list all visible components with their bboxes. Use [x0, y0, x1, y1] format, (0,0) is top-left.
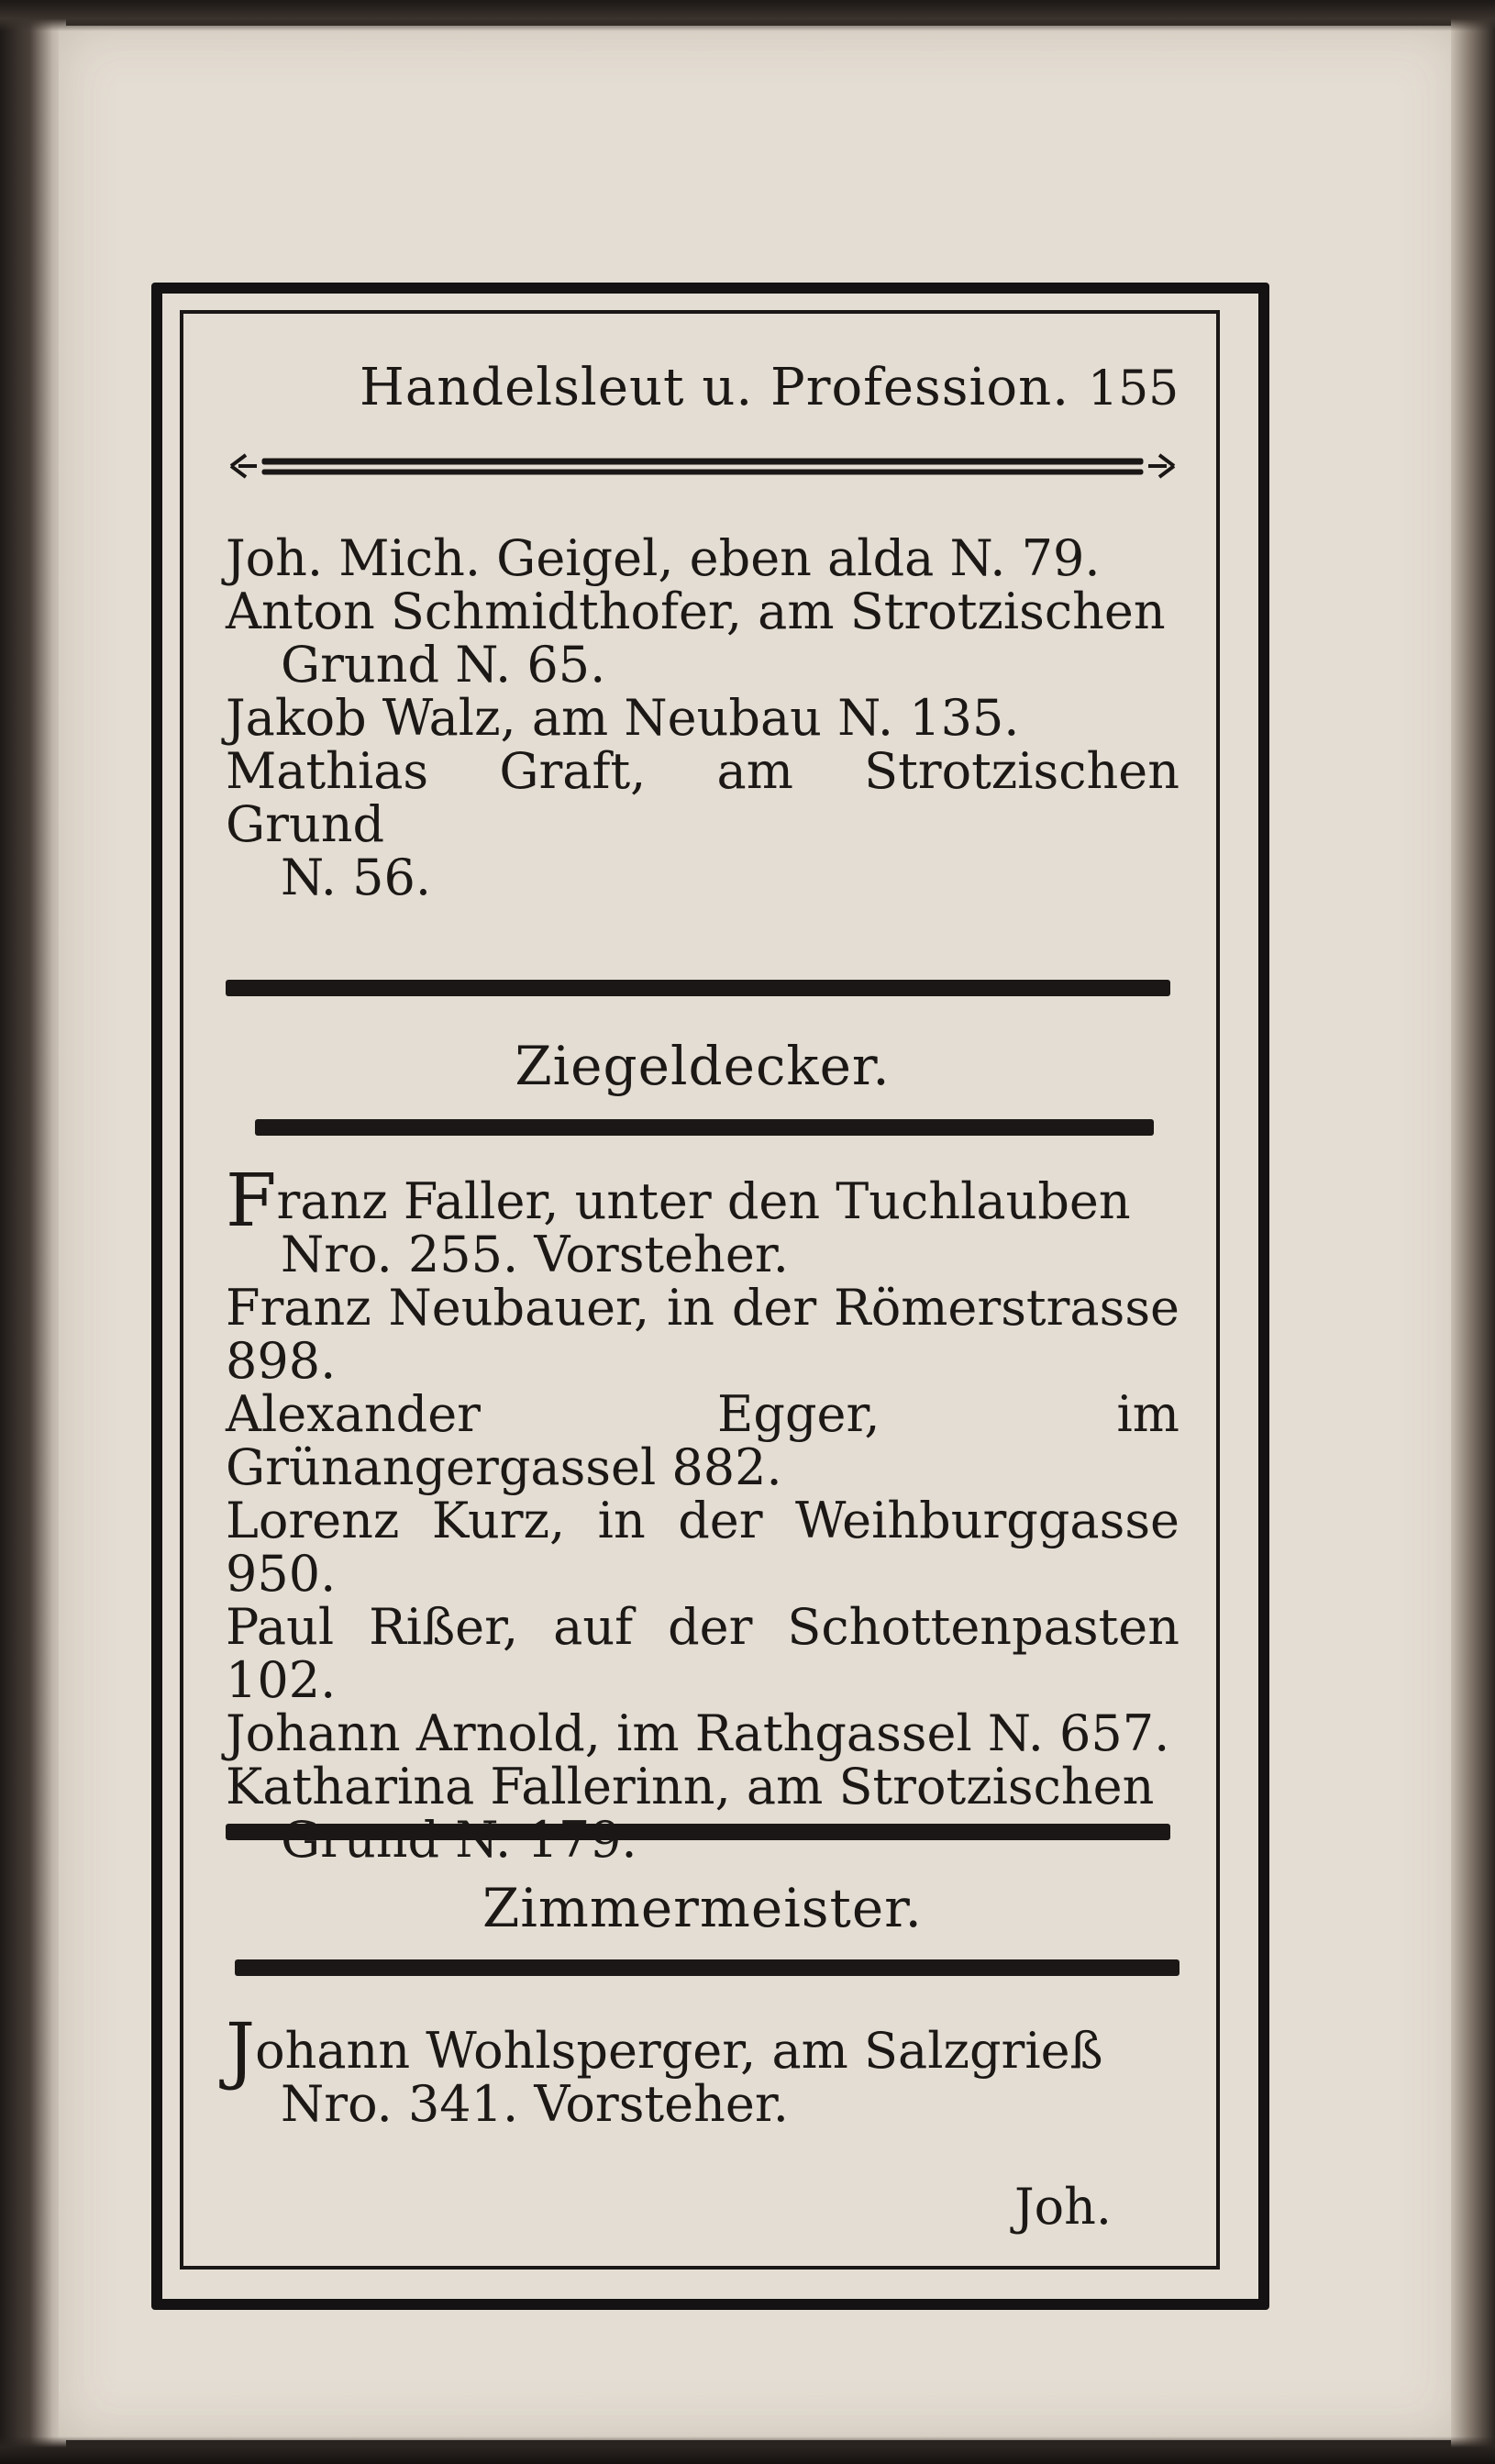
entry-name: Paul Rißer: [226, 1598, 503, 1656]
entry-name: Mathias Graft: [226, 742, 631, 800]
entry-name: Joh. Mich. Geigel: [226, 529, 659, 587]
ornament-bar-bottom: [262, 470, 1143, 474]
ornament-right-icon: [1148, 455, 1174, 477]
book-edge-bottom: [0, 2436, 1495, 2464]
entry-address: , am Neubau N. 135.: [500, 689, 1020, 747]
entries-zimmermeister: [226, 2007, 1179, 2133]
entry-address: , in der Weihburggasse 950.: [226, 1492, 1179, 1603]
entry-address: , am Strotzischen Grund: [226, 742, 1179, 853]
entry-address: , in der Römerstrasse 898.: [226, 1279, 1180, 1390]
section-rule: [226, 1824, 1170, 1840]
entry-address: , auf der Schottenpasten 102.: [226, 1598, 1179, 1709]
list-item: [226, 1279, 1180, 1390]
entry-address: , im Grünangergassel 882.: [226, 1385, 1180, 1496]
initial-letter: J: [226, 2007, 256, 2092]
list-item: [226, 1494, 1179, 1601]
list-item: [226, 1760, 1179, 1867]
initial-letter: F: [226, 1158, 277, 1243]
page-content: [226, 349, 1179, 2238]
entry-name: ranz Faller: [276, 1172, 544, 1230]
entry-name: Franz Neubauer: [226, 1279, 634, 1337]
entry-name: Jakob Walz: [226, 689, 501, 747]
section-title-zimmermeister: Zimmermeister.: [482, 1877, 923, 1939]
list-item: [226, 1704, 1179, 1762]
ornament-bar-top: [262, 459, 1143, 464]
list-item: [226, 742, 1179, 906]
entry-address: , am Strotzischen: [725, 583, 1166, 640]
section-rule: [226, 980, 1170, 996]
entry-address: , im Rathgassel N. 657.: [584, 1704, 1170, 1762]
running-head-title: Handelsleut u. Profession.: [360, 358, 1070, 417]
entry-name: ohann Wohlsperger: [255, 2022, 741, 2080]
entries-block-1: [226, 529, 1179, 906]
entry-continuation: Grund N. 65.: [281, 636, 606, 694]
list-item: [226, 689, 1179, 747]
entry-continuation: [226, 1814, 1179, 1867]
list-item: [226, 2007, 1179, 2133]
entry-continuation: Nro. 255. Vorsteher.: [281, 1226, 789, 1283]
ornament-left-icon: [231, 455, 257, 477]
catchword: Joh.: [1014, 2178, 1113, 2236]
entry-name: Lorenz Kurz: [226, 1492, 550, 1549]
book-edge-right: [1451, 0, 1495, 2464]
entries-ziegeldecker: [226, 1158, 1180, 1867]
entry-name: Johann Arnold: [226, 1704, 585, 1762]
page-number: 155: [1088, 361, 1179, 416]
entry-continuation: N. 56.: [281, 849, 432, 906]
entry-address: , am Strotzischen: [714, 1758, 1155, 1815]
section-rule: [235, 1959, 1179, 1976]
section-title-ziegeldecker: Ziegeldecker.: [515, 1035, 891, 1097]
list-item: [226, 1158, 1179, 1283]
list-item: [226, 529, 1179, 587]
book-edge-top: [0, 0, 1495, 31]
entry-continuation: Nro. 341. Vorsteher.: [281, 2075, 789, 2133]
entry-address: , am Salzgrieß: [740, 2022, 1103, 2080]
list-item: [226, 585, 1179, 692]
entry-address: , unter den Tuchlauben: [543, 1172, 1131, 1230]
section-rule: [255, 1119, 1154, 1136]
ornament-rule: [226, 448, 1179, 484]
entry-name: Anton Schmidthofer: [226, 583, 726, 640]
entry-address: , eben alda N. 79.: [658, 529, 1101, 587]
list-item: [226, 1598, 1179, 1709]
entry-name: Alexander Egger: [226, 1385, 865, 1443]
list-item: [226, 1385, 1180, 1496]
running-head: [226, 349, 1179, 431]
entry-name: Katharina Fallerinn: [226, 1758, 715, 1815]
facing-page-edge: [0, 0, 66, 2464]
